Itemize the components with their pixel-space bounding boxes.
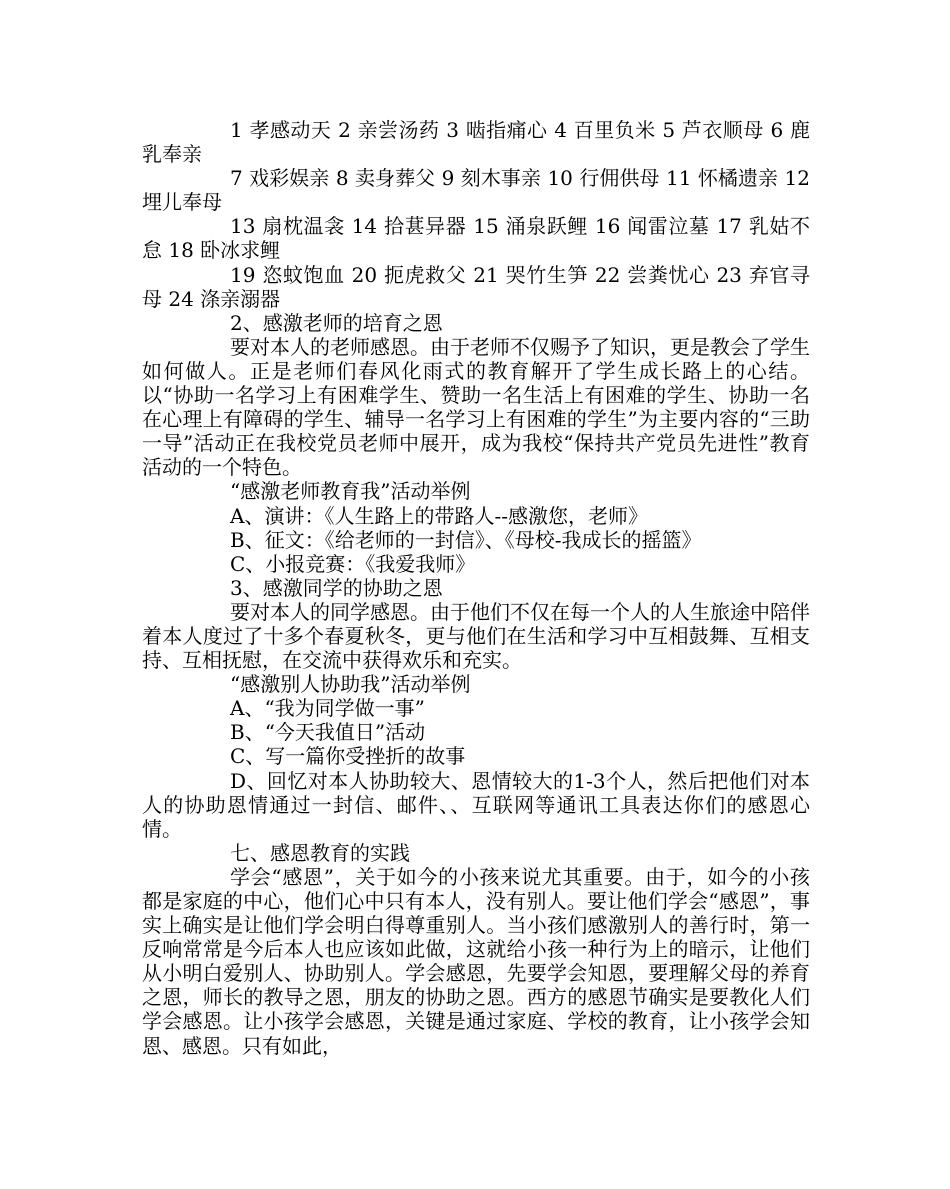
paragraph-twenty-four-filial-list-1: 1 孝感动天 2 亲尝汤药 3 啮指痛心 4 百里负米 5 芦衣顺母 6 鹿乳奉亲 xyxy=(142,118,810,167)
paragraph-teacher-gratitude: 要对本人的老师感恩。由于老师不仅赐予了知识，更是教会了学生如何做人。正是老师们春风化雨式的教育解开了学生成长路上的心结。以“协助一名学习上有困难学生、赞助一名生活上有困难的学生、协助一名在心理上有障碍的学生、辅导一名学习上有困难的学生”为主要内容的“三助一导”活动正在我校党员老师中展开，成为我校“保持共产党员先进性”教育活动的一个特色。 xyxy=(142,334,810,480)
paragraph-twenty-four-filial-list-3: 13 扇枕温衾 14 拾葚异器 15 涌泉跃鲤 16 闻雷泣墓 17 乳姑不怠 18 卧冰求鲤 xyxy=(142,214,810,263)
paragraph-twenty-four-filial-list-4: 19 恣蚊饱血 20 扼虎救父 21 哭竹生笋 22 尝粪忧心 23 弃官寻母 24 涤亲溺器 xyxy=(142,262,810,311)
document-body xyxy=(142,118,810,1058)
section-heading-classmate-gratitude: 3、感激同学的协助之恩 xyxy=(230,575,443,600)
paragraph-twenty-four-filial-list-2: 7 戏彩娱亲 8 卖身葬父 9 刻木事亲 10 行佣供母 11 怀橘遗亲 12 埋儿奉母 xyxy=(142,166,810,215)
activity-item-essay: B、征文：《给老师的一封信》、《母校-我成长的摇篮》 xyxy=(230,527,702,552)
activity-item-d: D、回忆对本人协助较大、恩情较大的1-3个人，然后把他们对本人的协助恩情通过一封信、邮件、、互联网等通讯工具表达你们的感恩心情。 xyxy=(142,768,810,841)
activity-heading-teacher: “感激老师教育我”活动举例 xyxy=(230,479,471,504)
activity-item-tabloid: C、小报竞赛：《我爱我师》 xyxy=(230,551,476,576)
activity-item-speech: A、演讲：《人生路上的带路人--感激您，老师》 xyxy=(230,503,648,528)
activity-item-b: B、“今天我值日”活动 xyxy=(230,720,426,745)
activity-item-a: A、“我为同学做一事” xyxy=(230,696,425,721)
paragraph-classmate-gratitude: 要对本人的同学感恩。由于他们不仅在每一个人的人生旅途中陪伴着本人度过了十多个春夏秋冬，更与他们在生活和学习中互相鼓舞、互相支持、互相抚慰，在交流中获得欢乐和充实。 xyxy=(142,599,810,673)
paragraph-practice: 学会“感恩”，关于如今的小孩来说尤其重要。由于，如今的小孩都是家庭的中心，他们心中只有本人，没有别人。要让他们学会“感恩”，事实上确实是让他们学会明白得尊重别人。当小孩们感激别人的善行时，第一反响常常是今后本人也应该如此做，这就给小孩一种行为上的暗示，让他们从小明白爱别人、协助别人。学会感恩，先要学会知恩，要理解父母的养育之恩，师长的教导之恩，朋友的协助之恩。西方的感恩节确实是要教化人们学会感恩。让小孩学会感恩，关键是通过家庭、学校的教育，让小孩学会知恩、感恩。只有如此， xyxy=(142,864,810,1058)
activity-item-c: C、写一篇你受挫折的故事 xyxy=(230,744,466,769)
section-heading-practice: 七、感恩教育的实践 xyxy=(230,840,410,865)
activity-heading-others: “感激别人协助我”活动举例 xyxy=(230,672,471,697)
section-heading-teacher-gratitude: 2、感激老师的培育之恩 xyxy=(230,310,443,335)
